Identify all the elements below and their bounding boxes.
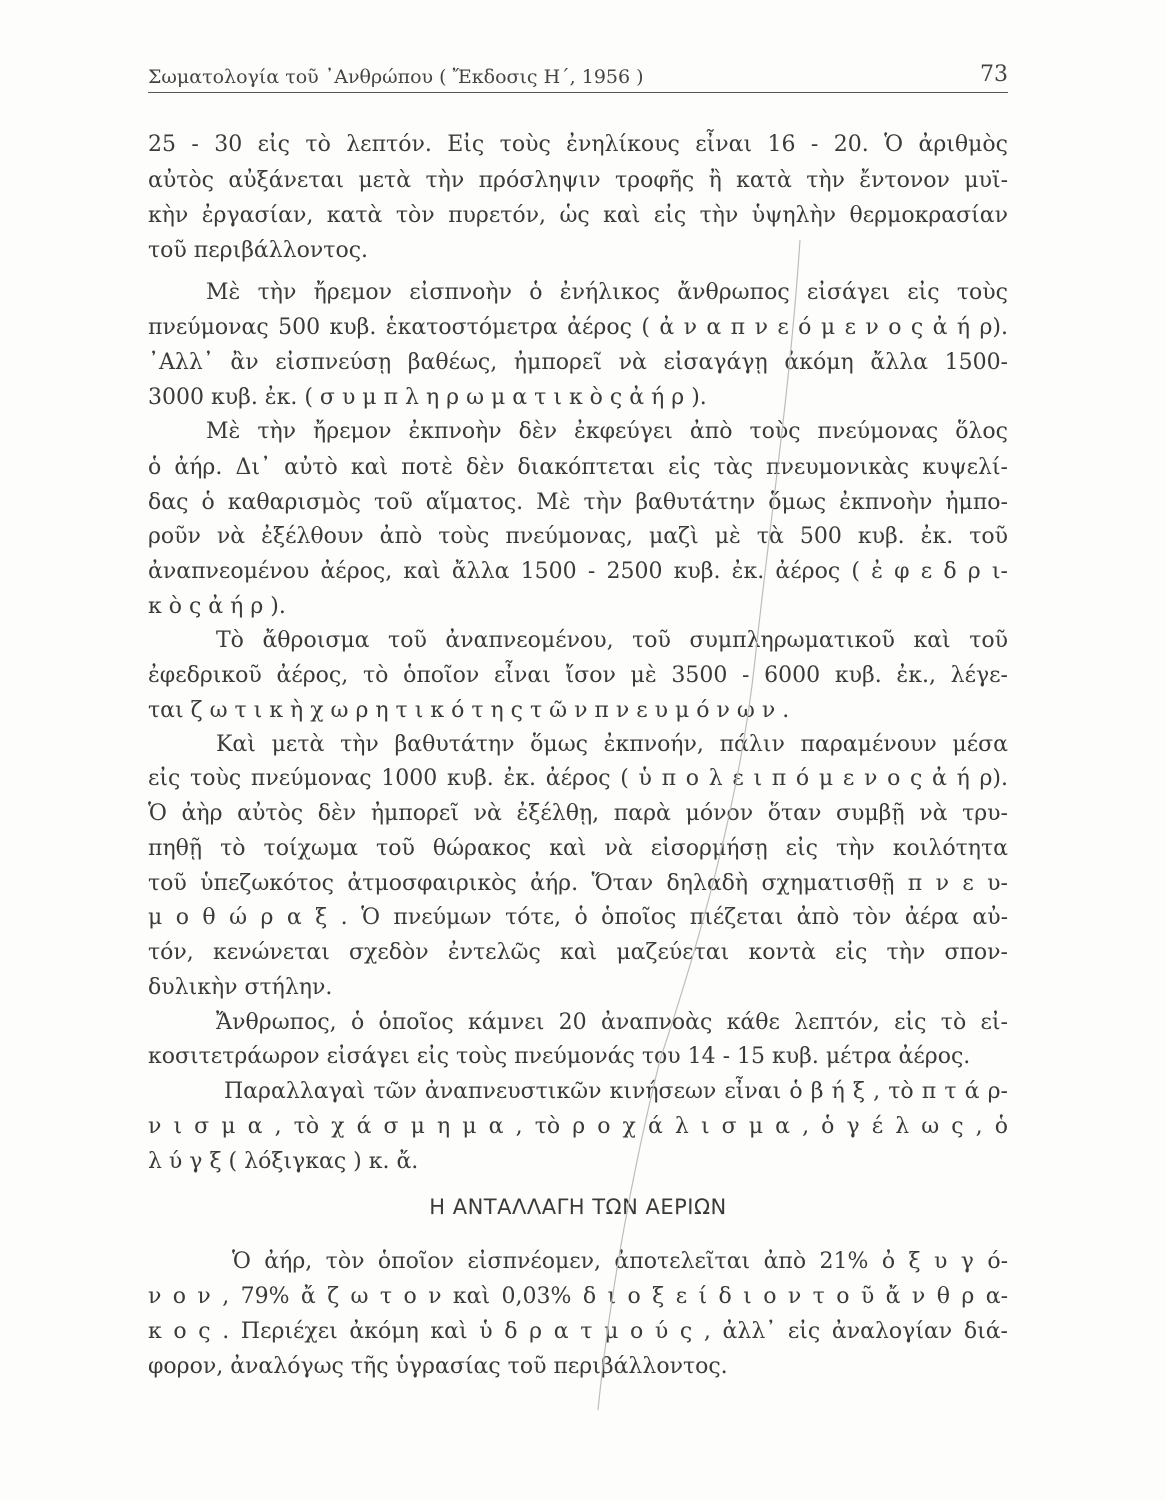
text-line: Ἄνθρωπος, ὁ ὁποῖος κάμνει 20 ἀναπνοὰς κάθε λεπτόν, εἰς τὸ εἰ- xyxy=(216,1010,1008,1035)
text-line: ᾿Αλλ᾿ ἂν εἰσπνεύσῃ βαθέως, ἠμπορεῖ νὰ εἰσαγάγῃ ἀκόμη ἄλλα 1500- xyxy=(148,350,1008,375)
text-line: μ ο θ ώ ρ α ξ . Ὁ πνεύμων τότε, ὁ ὁποῖος πιέζεται ἀπὸ τὸν ἀέρα αὐ- xyxy=(148,905,1008,930)
text-line: πνεύμονας 500 κυβ. ἑκατοστόμετρα ἀέρος ( ἀ ν α π ν ε ό μ ε ν ο ς ἀ ή ρ). xyxy=(148,315,1008,340)
text-line: Ὁ ἀὴρ αὐτὸς δὲν ἠμπορεῖ νὰ ἐξέλθῃ, παρὰ μόνον ὅταν συμβῇ νὰ τρυ- xyxy=(148,801,1008,826)
text-line: κὴν ἐργασίαν, κατὰ τὸν πυρετόν, ὡς καὶ εἰς τὴν ὑψηλὴν θερμοκρασίαν xyxy=(148,203,1008,228)
text-line: κ ὸ ς ἀ ή ρ ). xyxy=(148,594,286,619)
text-line: ὁ ἀήρ. Δι᾿ αὐτὸ καὶ ποτὲ δὲν διακόπτεται εἰς τὰς πνευμονικὰς κυψελί- xyxy=(148,455,1008,480)
page-number: 73 xyxy=(980,62,1008,87)
text-line: φορον, ἀναλόγως τῆς ὑγρασίας τοῦ περιβάλλοντος. xyxy=(148,1354,728,1379)
text-line: Μὲ τὴν ἤρεμον εἰσπνοὴν ὁ ἐνήλικος ἄνθρωπος εἰσάγει εἰς τοὺς xyxy=(206,280,1008,305)
text-line: αὐτὸς αὐξάνεται μετὰ τὴν πρόσληψιν τροφῆς ἢ κατὰ τὴν ἔντονον μυϊ- xyxy=(148,168,1008,193)
text-line: Μὲ τὴν ἤρεμον ἐκπνοὴν δὲν ἐκφεύγει ἀπὸ τοὺς πνεύμονας ὅλος xyxy=(206,419,1008,444)
text-line: 25 - 30 εἰς τὸ λεπτόν. Εἰς τοὺς ἐνηλίκους εἶναι 16 - 20. Ὁ ἀριθμὸς xyxy=(148,132,1008,157)
text-line: δυλικὴν στήλην. xyxy=(148,975,333,1000)
text-line: δας ὁ καθαρισμὸς τοῦ αἵματος. Μὲ τὴν βαθυτάτην ὅμως ἐκπνοὴν ἠμπο- xyxy=(148,490,1008,515)
text-line: 3000 κυβ. ἐκ. ( σ υ μ π λ η ρ ω μ α τ ι κ ὸ ς ἀ ή ρ ). xyxy=(148,385,707,410)
text-line: τοῦ περιβάλλοντος. xyxy=(148,238,369,263)
text-line: τόν, κενώνεται σχεδὸν ἐντελῶς καὶ μαζεύεται κοντὰ εἰς τὴν σπον- xyxy=(148,940,1008,965)
text-line: Καὶ μετὰ τὴν βαθυτάτην ὅμως ἐκπνοήν, πάλιν παραμένουν μέσα xyxy=(216,732,1008,757)
section-heading: Η ΑΝΤΑΛΛΑΓΗ ΤΩΝ ΑΕΡΙΩΝ xyxy=(429,1195,727,1219)
text-line: Ὁ ἀήρ, τὸν ὁποῖον εἰσπνέομεν, ἀποτελεῖται ἀπὸ 21% ὀ ξ υ γ ό- xyxy=(232,1249,1008,1274)
text-line: λ ύ γ ξ ( λόξιγκας ) κ. ἄ. xyxy=(148,1149,419,1174)
text-line: κ ο ς . Περιέχει ἀκόμη καὶ ὑ δ ρ α τ μ ο ύ ς , ἀλλ᾿ εἰς ἀναλογίαν διά- xyxy=(148,1319,1008,1344)
book-title: Σωματολογία τοῦ ᾿Ανθρώπου ( Ἔκδοσις Η΄, 1956 ) xyxy=(148,66,644,88)
running-header xyxy=(148,62,1008,93)
text-line: Τὸ ἄθροισμα τοῦ ἀναπνεομένου, τοῦ συμπληρωματικοῦ καὶ τοῦ xyxy=(216,628,1008,653)
text-line: ἀναπνεομένου ἀέρος, καὶ ἄλλα 1500 - 2500 κυβ. ἐκ. ἀέρος ( ἐ φ ε δ ρ ι- xyxy=(148,559,1008,584)
text-line: εἰς τοὺς πνεύμονας 1000 κυβ. ἐκ. ἀέρος ( ὑ π ο λ ε ι π ό μ ε ν ο ς ἀ ή ρ). xyxy=(148,766,1008,791)
text-line: ἐφεδρικοῦ ἀέρος, τὸ ὁποῖον εἶναι ἴσον μὲ 3500 - 6000 κυβ. ἐκ., λέγε- xyxy=(148,663,1008,688)
text-line: πηθῇ τὸ τοίχωμα τοῦ θώρακος καὶ νὰ εἰσορμήσῃ εἰς τὴν κοιλότητα xyxy=(148,836,1008,861)
text-line: ται ζ ω τ ι κ ὴ χ ω ρ η τ ι κ ό τ η ς τ ῶ ν π ν ε υ μ ό ν ω ν . xyxy=(148,698,790,723)
text-line: ν ο ν , 79% ἄ ζ ω τ ο ν καὶ 0,03% δ ι ο ξ ε ί δ ι ο ν τ ο ῦ ἄ ν θ ρ α- xyxy=(148,1284,1008,1309)
text-line: ν ι σ μ α , τὸ χ ά σ μ η μ α , τὸ ρ ο χ ά λ ι σ μ α , ὁ γ έ λ ω ς , ὁ xyxy=(148,1114,1008,1139)
text-line: Παραλλαγαὶ τῶν ἀναπνευστικῶν κινήσεων εἶναι ὁ β ή ξ , τὸ π τ ά ρ- xyxy=(224,1079,1008,1104)
text-line: ροῦν νὰ ἐξέλθουν ἀπὸ τοὺς πνεύμονας, μαζὶ μὲ τὰ 500 κυβ. ἐκ. τοῦ xyxy=(148,524,1008,549)
text-line: τοῦ ὑπεζωκότος ἀτμοσφαιρικὸς ἀήρ. Ὅταν δηλαδὴ σχηματισθῇ π ν ε υ- xyxy=(148,871,1008,896)
text-line: κοσιτετράωρον εἰσάγει εἰς τοὺς πνεύμονάς του 14 - 15 κυβ. μέτρα ἀέρος. xyxy=(148,1044,971,1069)
